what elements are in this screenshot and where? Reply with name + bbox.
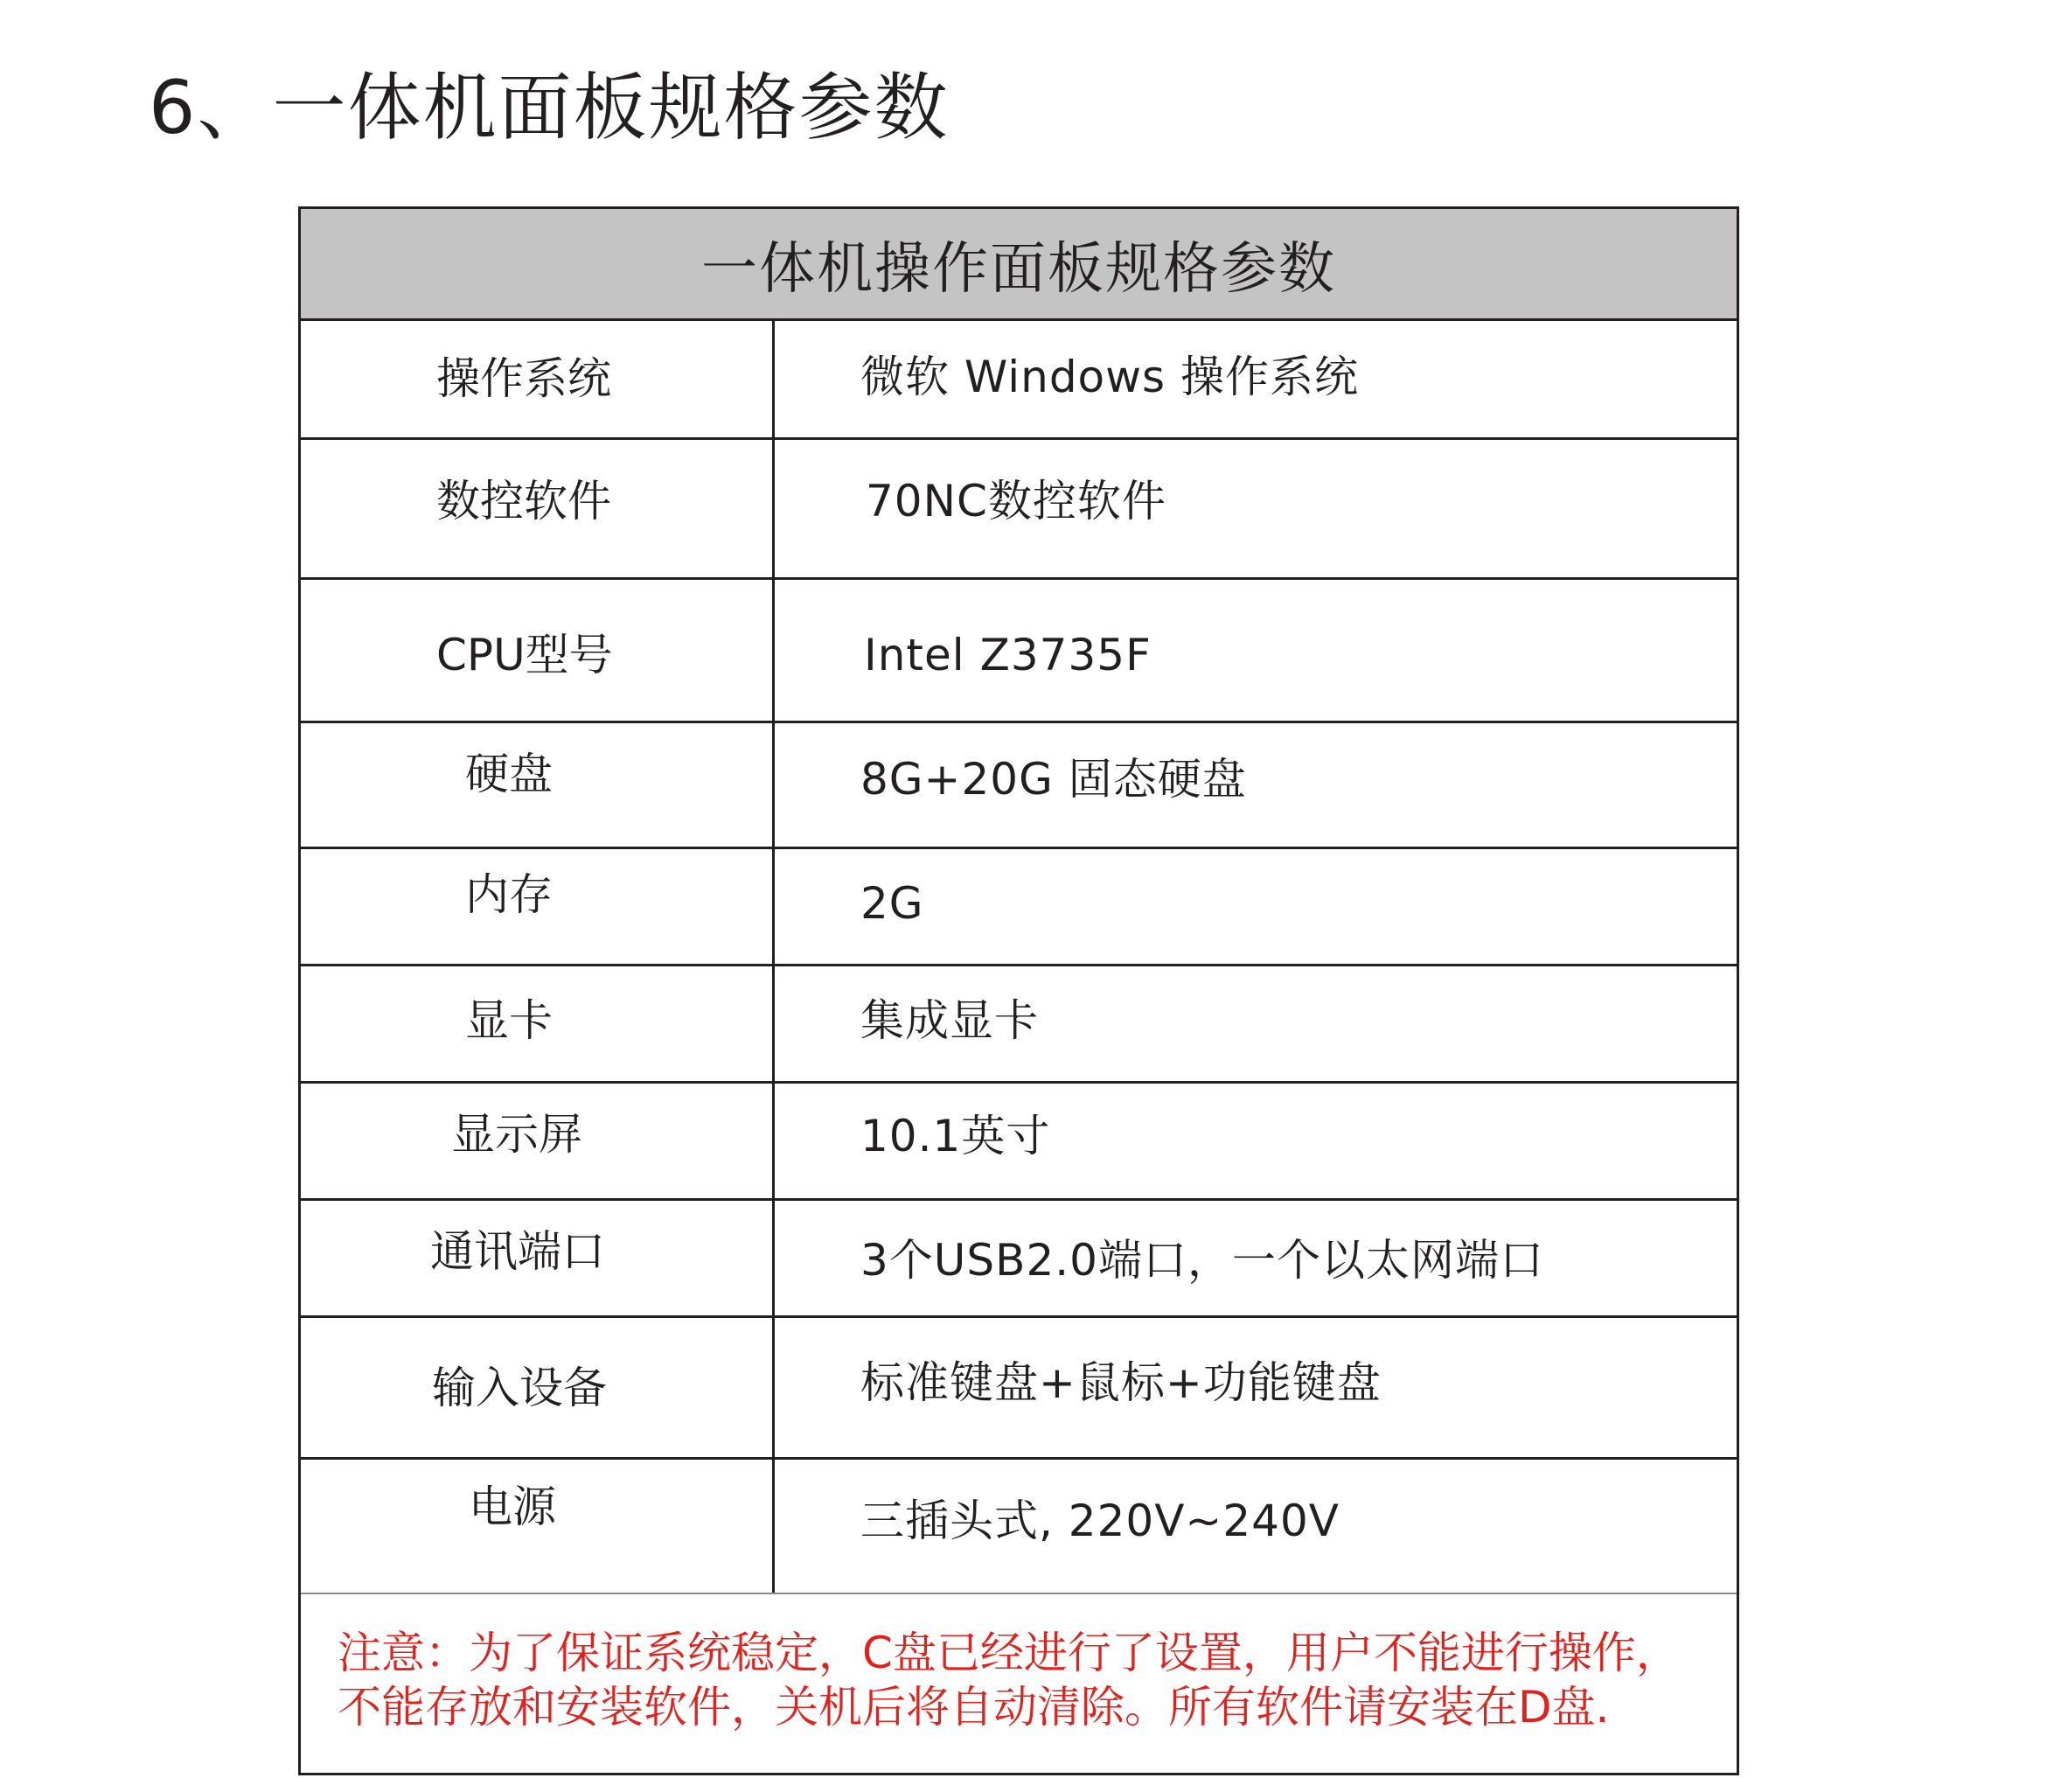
table-header: 一体机操作面板规格参数 (301, 209, 1737, 321)
row-value: 10.1英寸 (860, 1111, 1051, 1161)
row-value: 三插头式, 220V~240V (860, 1496, 1340, 1546)
row-label: CPU型号 (436, 630, 613, 680)
row-label: 操作系统 (436, 353, 611, 404)
table-row (301, 580, 1737, 723)
table-row (301, 1460, 1737, 1594)
row-label: 硬盘 (465, 749, 553, 799)
note-box (301, 1594, 1737, 1775)
column-divider (772, 723, 775, 849)
column-divider (772, 1318, 775, 1460)
row-value: 集成显卡 (860, 995, 1039, 1046)
row-value: 70NC数控软件 (866, 476, 1166, 526)
note-line: 注意：为了保证系统稳定，C盘已经进行了设置，用户不能进行操作， (338, 1628, 1680, 1678)
table-row (301, 849, 1737, 966)
page-title: 6、一体机面板规格参数 (149, 65, 950, 150)
row-value: 8G+20G 固态硬盘 (860, 754, 1247, 805)
row-label: 显卡 (465, 995, 553, 1046)
row-value: Intel Z3735F (864, 630, 1152, 680)
row-label: 通讯端口 (430, 1226, 605, 1277)
column-divider (772, 580, 775, 723)
column-divider (772, 1084, 775, 1201)
row-value: 2G (860, 878, 924, 929)
row-label: 数控软件 (436, 476, 611, 526)
column-divider (772, 321, 775, 440)
row-label: 输入设备 (432, 1363, 607, 1413)
table-row (301, 1084, 1737, 1201)
column-divider (772, 440, 775, 580)
row-value: 标准键盘+鼠标+功能键盘 (860, 1357, 1382, 1408)
spec-table (298, 206, 1739, 1775)
row-label: 内存 (465, 869, 553, 920)
row-value: 3个USB2.0端口，一个以太网端口 (860, 1235, 1544, 1286)
column-divider (772, 1201, 775, 1318)
table-row (301, 1201, 1737, 1318)
row-value: 微软 Windows 操作系统 (860, 352, 1359, 402)
table-row (301, 966, 1737, 1084)
row-label: 电源 (469, 1482, 556, 1532)
column-divider (772, 849, 775, 966)
note-line: 不能存放和安装软件，关机后将自动清除。所有软件请安装在D盘. (338, 1682, 1610, 1733)
row-label: 显示屏 (451, 1109, 582, 1160)
table-row (301, 440, 1737, 580)
column-divider (772, 1460, 775, 1593)
table-row (301, 321, 1737, 440)
table-row (301, 1318, 1737, 1460)
column-divider (772, 966, 775, 1084)
table-row (301, 723, 1737, 849)
